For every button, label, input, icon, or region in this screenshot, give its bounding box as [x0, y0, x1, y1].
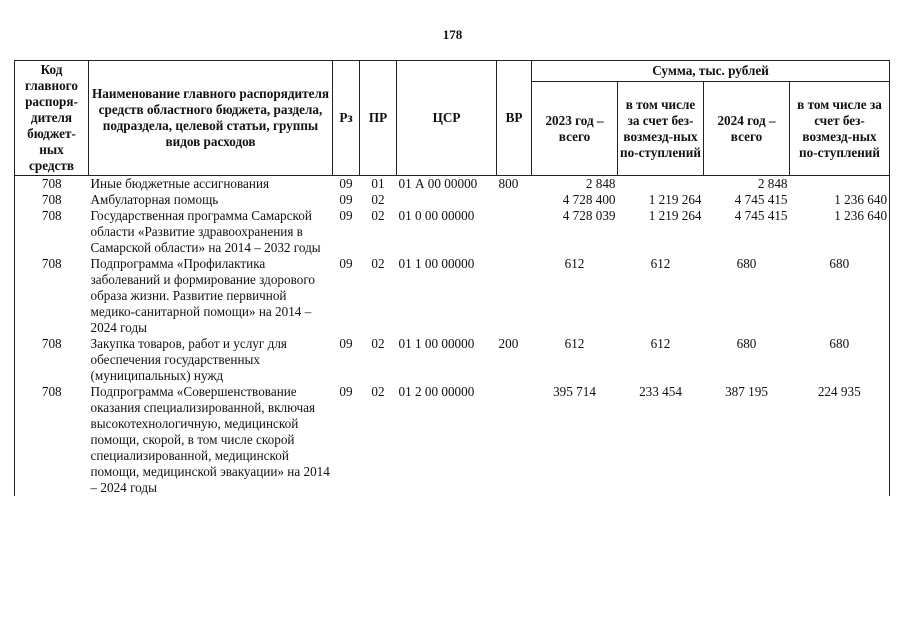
- row-2023-free: 1 219 264: [648, 208, 702, 223]
- row-rz: 09: [339, 176, 353, 191]
- row-2023-total: 612: [564, 256, 585, 271]
- row-2023-total: 4 728 039: [562, 208, 616, 223]
- row-pr: 02: [371, 208, 385, 223]
- table-row: [15, 256, 890, 336]
- row-2023-free: 612: [650, 256, 671, 271]
- row-code: 708: [15, 176, 89, 193]
- row-name: Государственная программа Самарской области «Развитие здравоохранения в Самарской области» на 2014 – 2032 годы: [90, 208, 321, 255]
- row-2023-total: 612: [564, 336, 585, 351]
- row-code: 708: [15, 256, 89, 336]
- row-vr: [497, 208, 532, 256]
- row-csr: [397, 192, 497, 208]
- row-vr: 200: [498, 336, 519, 351]
- table-row: [15, 384, 890, 496]
- row-2024-total: 4 745 415: [734, 208, 788, 223]
- page-number: 178: [442, 27, 463, 42]
- row-2023-free: [618, 176, 704, 193]
- row-name: Закупка товаров, работ и услуг для обеспечения государственных (муниципальных) нужд: [90, 336, 287, 383]
- table-row: [15, 192, 890, 208]
- row-code: 708: [15, 336, 89, 384]
- header-pr: ПР: [360, 61, 397, 176]
- row-2024-total: 680: [736, 336, 757, 351]
- table-body: [15, 176, 890, 497]
- row-2024-total: 680: [736, 256, 757, 271]
- row-2024-free: 224 935: [790, 384, 890, 496]
- row-csr: 01 0 00 00000: [398, 208, 475, 223]
- table-header: [15, 61, 890, 176]
- header-csr: ЦСР: [397, 61, 497, 176]
- row-rz: 09: [339, 192, 353, 207]
- row-2023-total: 4 728 400: [562, 192, 616, 207]
- row-pr: 01: [371, 176, 385, 191]
- row-pr: 02: [371, 336, 385, 351]
- row-csr: 01 2 00 00000: [398, 384, 475, 399]
- row-csr: 01 1 00 00000: [398, 336, 475, 351]
- row-2024-free: 680: [790, 336, 890, 384]
- row-2024-free: 1 236 640: [790, 208, 890, 256]
- header-rz: Рз: [333, 61, 360, 176]
- row-vr: [497, 256, 532, 336]
- row-code: 708: [15, 208, 89, 256]
- header-2023-free: в том числе за счет без-возмезд-ных по-ступлений: [618, 82, 704, 176]
- header-code: Код главного распоря-дителя бюджет-ных средств: [15, 61, 89, 176]
- budget-table: [14, 60, 890, 496]
- row-rz: 09: [339, 384, 353, 399]
- row-name: Подпрограмма «Профилактика заболеваний и формирование здорового образа жизни. Развитие первичной медико-санитарной помощи» на 2014 – 2024 годы: [90, 256, 316, 335]
- table-row: [15, 336, 890, 384]
- row-2024-total: 2 848: [757, 176, 788, 191]
- header-2024-free: в том числе за счет без-возмезд-ных по-ступлений: [790, 82, 890, 176]
- row-vr: 800: [498, 176, 519, 191]
- row-2023-total: 395 714: [553, 384, 596, 399]
- row-2024-total: 4 745 415: [734, 192, 788, 207]
- row-csr: 01 А 00 00000: [398, 176, 478, 191]
- row-2023-free: 612: [650, 336, 671, 351]
- row-2024-free: 1 236 640: [790, 192, 890, 208]
- row-2024-free: [790, 176, 890, 193]
- row-2023-free: 233 454: [639, 384, 682, 399]
- header-2024-total: 2024 год – всего: [704, 82, 790, 176]
- row-name: Подпрограмма «Совершенствование оказания специализированной, включая высокотехнологичную, медицинской помощи, скорой, в том числе скорой специализированной, медицинской помощи, медицинской эвакуации» на 2014 – 2024 годы: [90, 384, 330, 495]
- header-vr: ВР: [497, 61, 532, 176]
- row-vr: [497, 384, 532, 496]
- row-pr: 02: [371, 256, 385, 271]
- row-2023-free: 1 219 264: [648, 192, 702, 207]
- table-row: [15, 208, 890, 256]
- row-2024-total: 387 195: [725, 384, 768, 399]
- row-rz: 09: [339, 208, 353, 223]
- row-pr: 02: [371, 384, 385, 399]
- header-sum: Сумма, тыс. рублей: [532, 61, 890, 82]
- table-row: [15, 176, 890, 193]
- row-name: Иные бюджетные ассигнования: [90, 176, 270, 191]
- row-2024-free: 680: [790, 256, 890, 336]
- row-code: 708: [15, 384, 89, 496]
- row-vr: [497, 192, 532, 208]
- row-pr: 02: [371, 192, 385, 207]
- header-2023-total: 2023 год – всего: [532, 82, 618, 176]
- header-name: Наименование главного распорядителя средств областного бюджета, раздела, подраздела, целевой статьи, группы видов расходов: [89, 61, 333, 176]
- row-rz: 09: [339, 256, 353, 271]
- row-2023-total: 2 848: [585, 176, 616, 191]
- row-csr: 01 1 00 00000: [398, 256, 475, 271]
- row-rz: 09: [339, 336, 353, 351]
- row-name: Амбулаторная помощь: [90, 192, 219, 207]
- row-code: 708: [15, 192, 89, 208]
